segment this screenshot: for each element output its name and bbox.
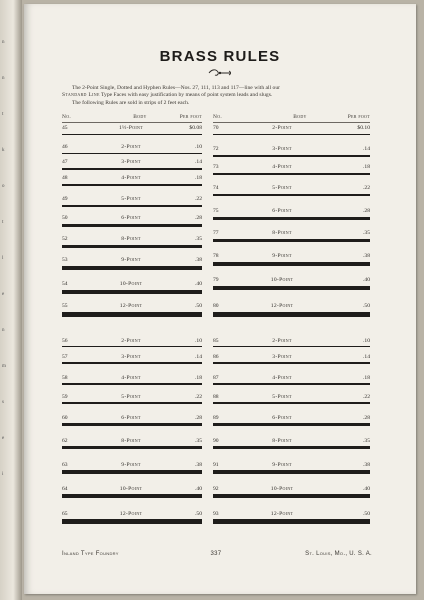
rule-body: 12-Point: [270, 511, 294, 517]
rule-number: 60: [62, 415, 68, 421]
brass-rule-sample: [62, 423, 202, 426]
rule-number: 87: [213, 375, 219, 381]
rule-body: 3-Point: [121, 354, 141, 360]
brass-rule-sample: [62, 266, 202, 270]
rule-number: 86: [213, 354, 219, 360]
rule-price: .38: [363, 253, 370, 259]
rule-price: .40: [363, 486, 370, 492]
previous-page-fragment: n: [2, 76, 5, 81]
rule-number: 78: [213, 253, 219, 259]
previous-page-fragment: t: [2, 112, 4, 117]
intro-standard-line: Standard Line: [62, 92, 100, 99]
rule-body: 6-Point: [272, 208, 292, 214]
brass-rule-sample: [62, 362, 202, 364]
rule-price: .35: [363, 230, 370, 236]
rule-number: 46: [62, 144, 68, 150]
rule-body: 4-Point: [121, 175, 141, 181]
rule-number: 59: [62, 394, 68, 400]
rule-price: .14: [195, 159, 202, 165]
rule-body: 2-Point: [121, 338, 141, 344]
intro-line-1: The 2-Point Single, Dotted and Hyphen Rules—Nos. 27, 111, 113 and 117—line with all our: [72, 85, 280, 91]
brass-rule-sample: [213, 423, 370, 426]
previous-page-fragment: n: [2, 328, 5, 333]
rule-price: .38: [195, 462, 202, 468]
rule-body: 12-Point: [119, 303, 143, 309]
rule-body: 9-Point: [121, 462, 141, 468]
brass-rule-sample: [62, 134, 202, 135]
brass-rule-sample: [213, 312, 370, 317]
rule-number: 79: [213, 277, 219, 283]
rule-body: 9-Point: [272, 253, 292, 259]
rule-body: 6-Point: [121, 415, 141, 421]
brass-rule-sample: [213, 134, 370, 135]
rule-number: 62: [62, 438, 68, 444]
rule-number: 64: [62, 486, 68, 492]
rule-number: 55: [62, 303, 68, 309]
rule-number: 80: [213, 303, 219, 309]
brass-rule-sample: [213, 402, 370, 404]
brass-rule-sample: [62, 346, 202, 347]
brass-rule-sample: [213, 155, 370, 157]
rule-price: .28: [195, 215, 202, 221]
rule-number: 93: [213, 511, 219, 517]
rule-price: .28: [363, 208, 370, 214]
brass-rule-sample: [213, 286, 370, 290]
rule-body: 9-Point: [272, 462, 292, 468]
brass-rule-sample: [62, 470, 202, 474]
rule-price: .14: [195, 354, 202, 360]
previous-page-fragment: k: [2, 148, 5, 153]
brass-rule-sample: [62, 446, 202, 449]
rule-price: $0.08: [189, 125, 202, 131]
rule-price: .22: [195, 394, 202, 400]
rule-body: 3-Point: [272, 354, 292, 360]
rule-number: 48: [62, 175, 68, 181]
rule-price: .18: [195, 175, 202, 181]
rule-number: 58: [62, 375, 68, 381]
brass-rule-sample: [62, 205, 202, 207]
rule-body: 6-Point: [272, 415, 292, 421]
previous-page-fragment: o: [2, 184, 5, 189]
rule-body: 8-Point: [121, 438, 141, 444]
rule-price: .28: [363, 415, 370, 421]
previous-page-fragment: s: [2, 400, 4, 405]
brass-rule-sample: [62, 312, 202, 317]
footer-location: St. Louis, Mo., U. S. A.: [305, 551, 372, 557]
rule-body: 5-Point: [121, 196, 141, 202]
rule-body: 12-Point: [270, 303, 294, 309]
rule-body: 2-Point: [272, 125, 292, 131]
brass-rule-sample: [213, 383, 370, 385]
brass-rule-sample: [62, 290, 202, 294]
brass-rule-sample: [62, 383, 202, 385]
brass-rule-sample: [62, 402, 202, 404]
rule-number: 75: [213, 208, 219, 214]
rule-body: 8-Point: [121, 236, 141, 242]
header-no-left: No.: [62, 114, 72, 120]
rule-number: 92: [213, 486, 219, 492]
rule-number: 88: [213, 394, 219, 400]
rule-price: .40: [363, 277, 370, 283]
rule-body: 6-Point: [121, 215, 141, 221]
previous-page-fragment: i: [2, 472, 4, 477]
rule-body: 10-Point: [270, 277, 294, 283]
header-body-left: Body: [133, 114, 147, 120]
rule-price: .40: [195, 486, 202, 492]
brass-rule-sample: [62, 168, 202, 170]
rule-number: 53: [62, 257, 68, 263]
rule-body: 10-Point: [119, 486, 143, 492]
rule-price: .35: [195, 438, 202, 444]
rule-number: 65: [62, 511, 68, 517]
rule-price: .38: [195, 257, 202, 263]
rule-price: .10: [195, 338, 202, 344]
rule-price: .40: [195, 281, 202, 287]
rule-number: 63: [62, 462, 68, 468]
rule-price: .35: [363, 438, 370, 444]
brass-rule-sample: [213, 239, 370, 242]
brass-rule-sample: [62, 224, 202, 227]
brass-rule-sample: [213, 446, 370, 449]
rule-body: 3-Point: [272, 146, 292, 152]
header-perfoot-left: Per foot: [179, 114, 202, 120]
brass-rule-sample: [62, 153, 202, 154]
page-title: BRASS RULES: [159, 48, 281, 65]
rule-body: 10-Point: [270, 486, 294, 492]
rule-number: 57: [62, 354, 68, 360]
rule-price: .50: [195, 511, 202, 517]
rule-body: 10-Point: [119, 281, 143, 287]
rule-price: .35: [195, 236, 202, 242]
footer-foundry: Inland Type Foundry: [62, 551, 119, 557]
rule-body: 5-Point: [272, 394, 292, 400]
rule-body: 8-Point: [272, 230, 292, 236]
rule-price: .50: [195, 303, 202, 309]
catalog-page: [24, 4, 416, 594]
rule-number: 91: [213, 462, 219, 468]
rule-number: 56: [62, 338, 68, 344]
brass-rule-sample: [62, 494, 202, 498]
brass-rule-sample: [213, 217, 370, 220]
brass-rule-sample: [213, 494, 370, 498]
rule-body: 3-Point: [121, 159, 141, 165]
previous-page-edge: [0, 0, 22, 600]
previous-page-fragment: n: [2, 40, 5, 45]
ornament-icon: [207, 68, 233, 78]
rule-price: .22: [363, 394, 370, 400]
rule-number: 70: [213, 125, 219, 131]
intro-line-2: Type Faces with easy justification by means of point system leads and slugs.: [99, 92, 273, 99]
rule-number: 49: [62, 196, 68, 202]
rule-price: .38: [363, 462, 370, 468]
rule-number: 52: [62, 236, 68, 242]
rule-price: .50: [363, 303, 370, 309]
brass-rule-sample: [213, 262, 370, 266]
rule-body: 2-Point: [272, 338, 292, 344]
header-divider: [62, 122, 202, 123]
brass-rule-sample: [213, 346, 370, 347]
previous-page-fragment: l: [2, 256, 4, 261]
rule-number: 77: [213, 230, 219, 236]
rule-body: 12-Point: [119, 511, 143, 517]
intro-line-3: The following Rules are sold in strips of 2 feet each.: [72, 99, 190, 106]
rule-price: .10: [195, 144, 202, 150]
rule-body: 4-Point: [121, 375, 141, 381]
rule-price: .22: [363, 185, 370, 191]
rule-number: 54: [62, 281, 68, 287]
rule-number: 73: [213, 164, 219, 170]
header-no-right: No.: [213, 114, 223, 120]
rule-number: 85: [213, 338, 219, 344]
header-body-right: Body: [293, 114, 307, 120]
rule-price: .50: [363, 511, 370, 517]
rule-price: .14: [363, 354, 370, 360]
rule-body: 2-Point: [121, 144, 141, 150]
brass-rule-sample: [213, 173, 370, 175]
rule-number: 50: [62, 215, 68, 221]
rule-price: $0.10: [357, 125, 370, 131]
footer-page-number: 337: [210, 551, 222, 557]
rule-price: .28: [195, 415, 202, 421]
previous-page-fragment: e: [2, 436, 5, 441]
rule-body: 4-Point: [272, 375, 292, 381]
rule-price: .10: [363, 338, 370, 344]
brass-rule-sample: [213, 362, 370, 364]
rule-body: 1½-Point: [119, 125, 143, 131]
rule-number: 90: [213, 438, 219, 444]
rule-price: .18: [195, 375, 202, 381]
header-perfoot-right: Per foot: [347, 114, 370, 120]
rule-price: .22: [195, 196, 202, 202]
rule-body: 9-Point: [121, 257, 141, 263]
brass-rule-sample: [213, 194, 370, 196]
rule-body: 5-Point: [272, 185, 292, 191]
brass-rule-sample: [213, 470, 370, 474]
rule-body: 4-Point: [272, 164, 292, 170]
header-divider: [213, 122, 370, 123]
intro-text: [62, 85, 384, 107]
rule-number: 47: [62, 159, 68, 165]
rule-number: 72: [213, 146, 219, 152]
rule-number: 74: [213, 185, 219, 191]
rule-body: 5-Point: [121, 394, 141, 400]
rule-body: 8-Point: [272, 438, 292, 444]
brass-rule-sample: [62, 245, 202, 248]
rule-price: .14: [363, 146, 370, 152]
rule-number: 89: [213, 415, 219, 421]
previous-page-fragment: m: [2, 364, 6, 369]
brass-rule-sample: [62, 519, 202, 524]
previous-page-fragment: e: [2, 292, 5, 297]
brass-rule-sample: [213, 519, 370, 524]
rule-number: 45: [62, 125, 68, 131]
previous-page-fragment: t: [2, 220, 4, 225]
rule-price: .18: [363, 164, 370, 170]
brass-rule-sample: [62, 184, 202, 186]
rule-price: .18: [363, 375, 370, 381]
